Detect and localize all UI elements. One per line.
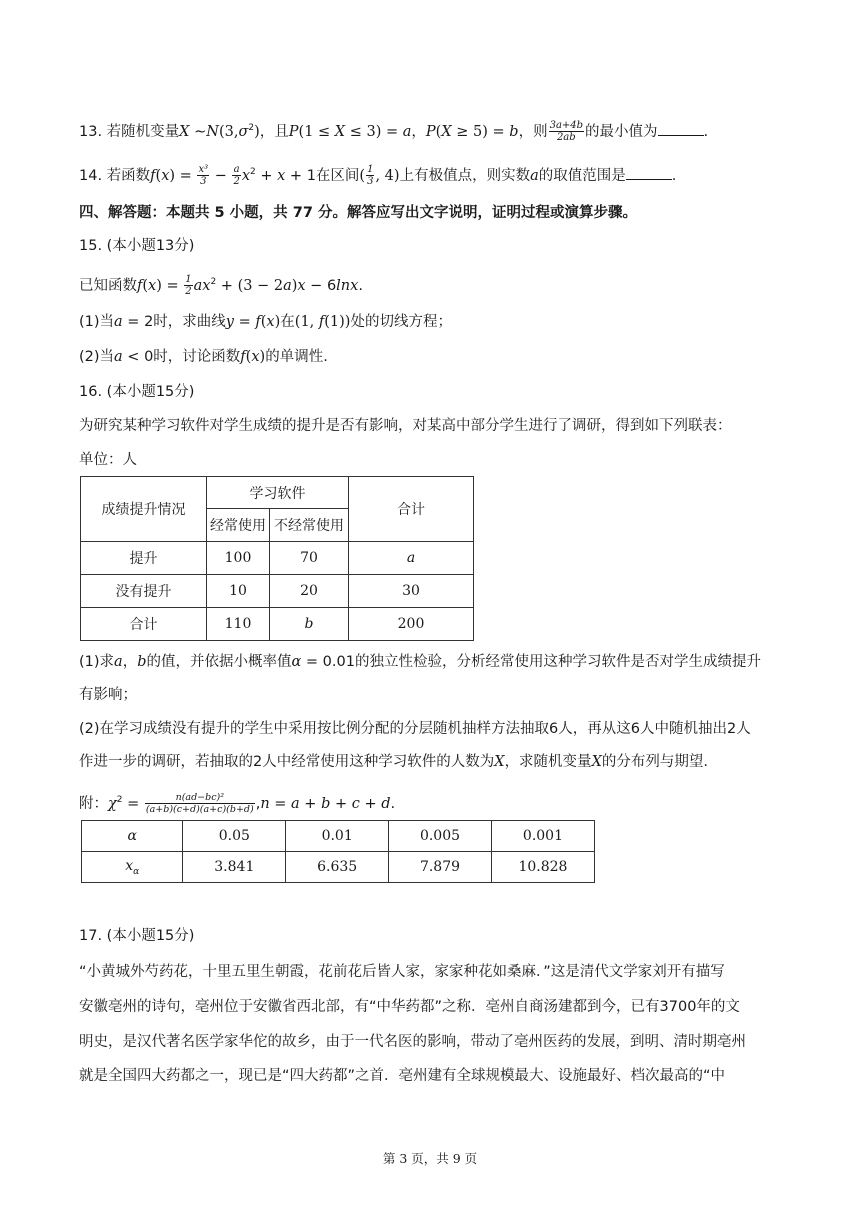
x-alpha-label: $x_\alpha$ bbox=[82, 852, 183, 883]
col-header-frequent: 经常使用 bbox=[207, 509, 270, 542]
question-number: 13. bbox=[79, 123, 103, 140]
answer-blank bbox=[658, 121, 704, 136]
critical-value-table: α 0.05 0.01 0.005 0.001 $x_\alpha$ 3.841 6.635 7.879 10.828 bbox=[81, 820, 595, 883]
contingency-table bbox=[80, 476, 474, 641]
question-16-part-2-line-1: (2)在学习成绩没有提升的学生中采用按比例分配的分层随机抽样方法抽取6人，再从这6人中随机抽出2人 bbox=[79, 721, 751, 737]
question-13-text: 若随机变量X $\sim N(3,\sigma^2)$，且P(1 ≤ X ≤ 3) = a，P(X ≥ 5) = b，则 $\frac{3a+4b}{2ab}$ 的最小值为 . bbox=[106, 120, 709, 144]
question-15-part-2: (2)当a < 0时，讨论函数f(x)的单调性. bbox=[79, 349, 328, 365]
unit-label: 单位：人 bbox=[79, 452, 137, 468]
question-14 bbox=[79, 162, 676, 187]
question-15-heading: 15. (本小题13分) bbox=[79, 238, 195, 254]
question-17-heading: 17. (本小题15分) bbox=[79, 928, 195, 944]
page-footer: 第 3 页，共 9 页 bbox=[382, 1151, 478, 1166]
question-number: 14. bbox=[79, 167, 103, 184]
row-header: 成绩提升情况 bbox=[81, 477, 207, 542]
table-row: 提升 100 70 a bbox=[81, 542, 474, 575]
question-16-heading: 16. (本小题15分) bbox=[79, 384, 195, 400]
col-header-infrequent: 不经常使用 bbox=[270, 509, 349, 542]
question-16-part-1-line-2: 有影响； bbox=[79, 687, 137, 703]
question-17-line: 安徽亳州的诗句，亳州位于安徽省西北部，有“中华药都”之称．亳州自商汤建都到今，已有3700年的文 bbox=[79, 999, 740, 1015]
question-14-text: 若函数f(x) = $\frac{\text{x³}}{3}$ − $\frac{a}{2}$ $x^2 + x + 1$在区间( $\frac{1}{3}$ , 4)上有极值点，则实数a的取值范围是 . bbox=[106, 164, 677, 188]
alpha-label: α bbox=[82, 821, 183, 852]
question-17-line: 明史，是汉代著名医学家华佗的故乡，由于一代名医的影响，带动了亳州医药的发展，到明、清时期亳州 bbox=[79, 1034, 746, 1050]
table-row: 合计 110 b 200 bbox=[81, 608, 474, 641]
answer-blank bbox=[626, 165, 672, 180]
appendix-formula: 附：$\chi^2$ = $\frac{\text{n(ad−bc)²}}{(a+b)(c+d)(a+c)(b+d)}$ ,n = a + b + c + d. bbox=[79, 792, 396, 816]
question-16-part-2-line-2: 作进一步的调研，若抽取的2人中经常使用这种学习软件的人数为X，求随机变量X的分布列与期望. bbox=[79, 754, 708, 770]
question-15-part-1: (1)当a = 2时，求曲线y = f(x)在(1, f(1))处的切线方程； bbox=[79, 314, 452, 330]
question-17-line: 就是全国四大药都之一，现已是“四大药都”之首．亳州建有全球规模最大、设施最好、档次最高的“中 bbox=[79, 1068, 726, 1084]
question-17-line: “小黄城外芍药花，十里五里生朝霞，花前花后皆人家，家家种花如桑麻．”这是清代文学家刘开有描写 bbox=[79, 964, 725, 980]
section-heading: 四、解答题：本题共 5 小题，共 77 分。解答应写出文字说明，证明过程或演算步骤。 bbox=[79, 205, 637, 221]
question-15-stem: 已知函数f(x) = $\frac{1}{2}$ $ax^2 + (3 - 2a)x - 6\ln x$. bbox=[79, 274, 363, 298]
question-16-part-1-line-1: (1)求a，b的值，并依据小概率值α = 0.01的独立性检验，分析经常使用这种学习软件是否对学生成绩提升 bbox=[79, 654, 761, 670]
group-header: 学习软件 bbox=[207, 477, 349, 509]
total-header: 合计 bbox=[349, 477, 474, 542]
question-13 bbox=[79, 118, 708, 143]
question-16-stem: 为研究某种学习软件对学生成绩的提升是否有影响，对某高中部分学生进行了调研，得到如下列联表： bbox=[79, 418, 732, 434]
table-row: 没有提升 10 20 30 bbox=[81, 575, 474, 608]
